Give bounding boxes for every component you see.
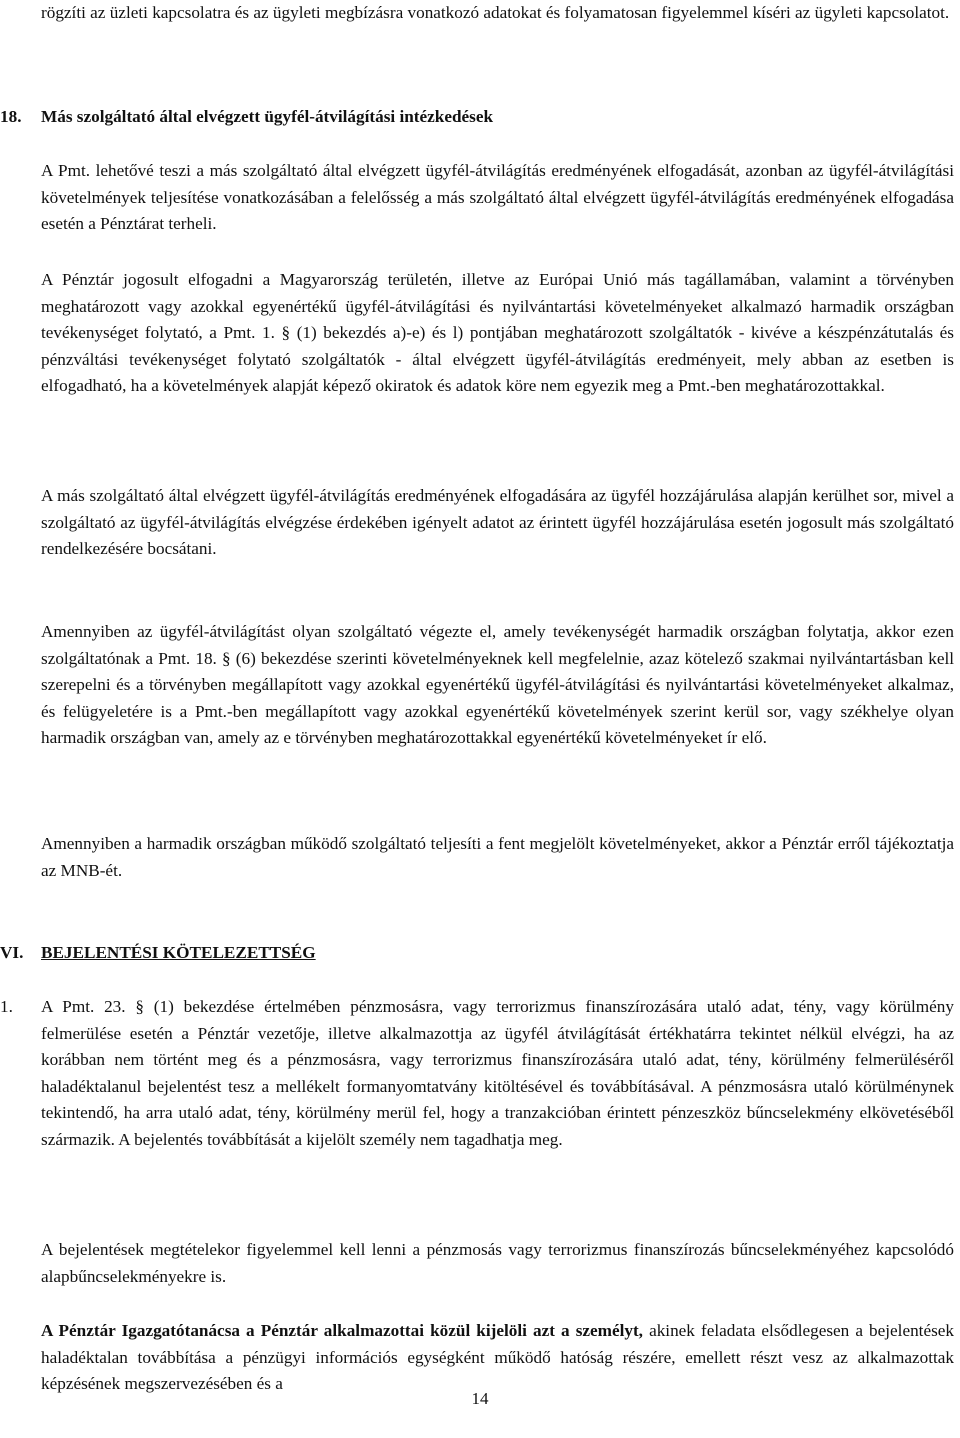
section-vi-number: VI.	[0, 943, 24, 962]
section-18-paragraph-5: Amennyiben a harmadik országban működő szolgáltató teljesíti a fent megjelölt követelményeket, akkor a Pénztár erről tájékoztatja az MNB-ét.	[41, 834, 954, 880]
top-paragraph-block	[41, 0, 954, 27]
section-18-heading	[0, 104, 954, 131]
section-18-paragraph-2: A Pénztár jogosult elfogadni a Magyarország területén, illetve az Európai Unió más tagállamában, valamint a törvényben meghatározott vagy azokkal egyenértékű ügyfél-átvilágítási és nyilvántartási követelményeket alkalmazó harmadik országban tevékenységet folytató, a Pmt. 1. § (1) bekezdés a)-e) és l) pontjában meghatározott szolgáltatók - kivéve a készpénzátutalás és pénzváltási tevékenységet folytató szolgáltatók - által elvégzett ügyfél-átvilágítás eredményeit, mely abban az esetben is elfogadható, ha a követelmények alapját képező okiratok és adatok köre nem egyezik meg a Pmt.-ben meghatározottakkal.	[41, 270, 954, 395]
section-vi-heading	[0, 940, 954, 967]
section-vi-p2-block	[41, 1237, 954, 1290]
page-number: 14	[471, 1389, 489, 1408]
section-vi-paragraph-2: A bejelentések megtételekor figyelemmel kell lenni a pénzmosás vagy terrorizmus finanszírozás bűncselekményéhez kapcsolódó alapbűncselekményekre is.	[41, 1240, 954, 1286]
section-18-paragraph-4: Amennyiben az ügyfél-átvilágítást olyan szolgáltató végezte el, amely tevékenységét harmadik országban folytatja, akkor ezen szolgáltatónak a Pmt. 18. § (6) bekezdése szerinti követelményeknek kell megfelelnie, azaz kötelező szakmai nyilvántartásban kell szerepelni és a törvényben megállapított vagy azokkal egyenértékű ügyfél-átvilágítási és nyilvántartási követelményeket alkalmaz, és felügyeletére is a Pmt.-ben megállapított vagy azokkal egyenértékű követelmények szerint kerül sor, vagy székhelye olyan harmadik országban van, amely az e törvényben meghatározottakkal egyenértékű követelményeket ír elő.	[41, 622, 954, 747]
section-vi-p1-block	[0, 994, 954, 1153]
section-18-p1-block	[41, 158, 954, 238]
section-vi-item-number: 1.	[0, 997, 13, 1016]
section-vi-title: BEJELENTÉSI KÖTELEZETTSÉG	[41, 943, 316, 962]
section-18-p4-block	[41, 619, 954, 752]
section-18-p3-block	[41, 483, 954, 563]
section-18-number: 18.	[0, 107, 22, 126]
top-paragraph: rögzíti az üzleti kapcsolatra és az ügyleti megbízásra vonatkozó adatokat és folyamatosan figyelemmel kíséri az ügyleti kapcsolatot.	[41, 3, 950, 22]
section-18-paragraph-1: A Pmt. lehetővé teszi a más szolgáltató által elvégzett ügyfél-átvilágítás eredményének elfogadását, azonban az ügyfél-átvilágítási követelmények teljesítése vonatkozásában a felelősség a más szolgáltató által elvégzett ügyfél-átvilágítás eredményének elfogadása esetén a Pénztárat terheli.	[41, 161, 954, 233]
section-18-p5-block	[41, 831, 954, 884]
section-18-title: Más szolgáltató által elvégzett ügyfél-átvilágítási intézkedések	[41, 107, 494, 126]
section-vi-paragraph-1: A Pmt. 23. § (1) bekezdése értelmében pénzmosásra, vagy terrorizmus finanszírozására utaló adat, tény, vagy körülmény felmerülése esetén a Pénztár vezetője, illetve alkalmazottja az ügyfél átvilágítását értékhatárra tekintet nélkül elvégzi, ha az korábban nem történt meg és a pénzmosásra, vagy terrorizmus finanszírozására utaló adat, tény, körülmény felmerüléséről haladéktalanul bejelentést tesz a mellékelt formanyomtatvány kitöltésével és továbbításával. A pénzmosásra utaló körülménynek tekintendő, ha arra utaló adat, tény, körülmény merül fel, hogy a tranzakcióban érintett pénzeszköz bűncselekmény elkövetéséből származik. A bejelentés továbbítását a kijelölt személy nem tagadhatja meg.	[41, 997, 954, 1149]
section-vi-paragraph-3-rest: akinek feladata elsődlegesen a bejelentések haladéktalan továbbítása a pénzügyi információs egységként működő hatóság részére, emellett részt vesz az alkalmazottak képzésének megszervezésében és a	[41, 1321, 954, 1393]
section-18-paragraph-3: A más szolgáltató által elvégzett ügyfél-átvilágítás eredményének elfogadására az ügyfél hozzájárulása alapján kerülhet sor, mivel a szolgáltató az ügyfél-átvilágítás elvégzése érdekében igényelt adatot az érintett ügyfél hozzájárulása esetén jogosult más szolgáltató rendelkezésére bocsátani.	[41, 486, 954, 558]
section-vi-paragraph-3-bold: A Pénztár Igazgatótanácsa a Pénztár alkalmazottai közül kijelöli azt a személyt,	[41, 1321, 643, 1340]
section-18-p2-block	[41, 267, 954, 400]
